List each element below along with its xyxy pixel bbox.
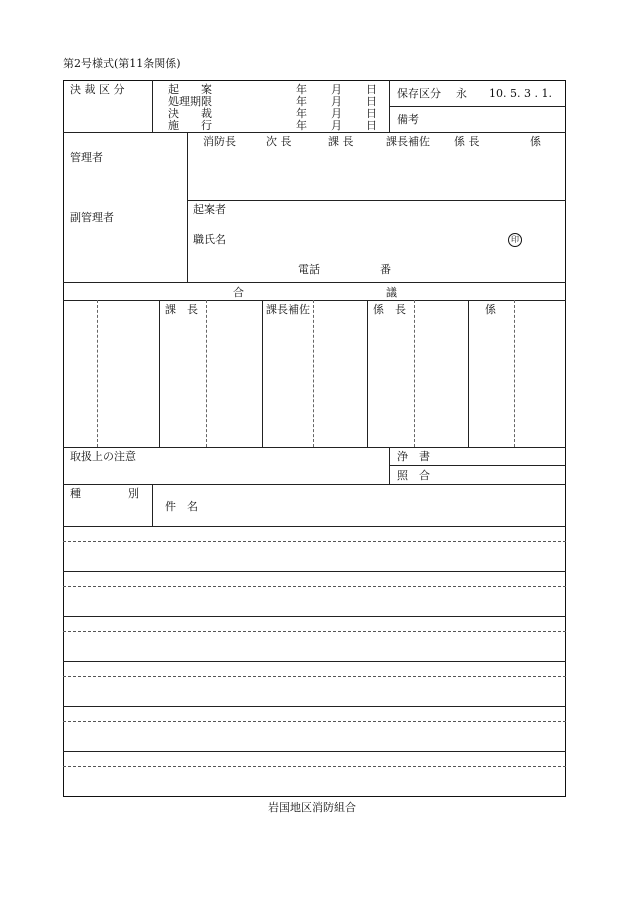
gougi-title-kachou-hosa: 課長補佐 — [266, 303, 310, 316]
date-day: 日 — [366, 119, 377, 132]
divider — [152, 80, 153, 132]
content-line — [63, 751, 566, 752]
divider — [468, 300, 469, 447]
content-dashed-line — [63, 541, 566, 542]
denwa-label: 電話 — [298, 263, 320, 276]
dashed-divider — [313, 300, 314, 447]
kianja-label: 起案者 — [193, 203, 226, 216]
title-kachou-hosa: 課長補佐 — [386, 135, 430, 148]
title-kakarichou: 係 長 — [454, 135, 480, 148]
form-title: 第2号様式(第11条関係) — [63, 57, 181, 70]
josho-label: 浄 書 — [397, 450, 430, 463]
divider — [63, 526, 566, 527]
content-line — [63, 571, 566, 572]
gougi-gi: 議 — [386, 286, 397, 299]
kessai-kubun-label: 決 裁 区 分 — [70, 83, 125, 96]
divider — [367, 300, 368, 447]
dashed-divider — [97, 300, 98, 447]
ban-label: 番 — [380, 263, 391, 276]
date-month: 月 — [331, 119, 342, 132]
gougi-title-kachou: 課 長 — [165, 303, 198, 316]
content-line — [63, 616, 566, 617]
divider — [389, 465, 566, 466]
divider — [389, 106, 566, 107]
sub-manager-label: 副管理者 — [70, 211, 114, 224]
date-year: 年 — [296, 107, 307, 120]
date-label-shiko: 施 行 — [168, 119, 212, 132]
date-year: 年 — [296, 83, 307, 96]
divider — [187, 200, 566, 201]
divider — [187, 132, 188, 282]
date-day: 日 — [366, 83, 377, 96]
date-year: 年 — [296, 119, 307, 132]
gougi-ai: 合 — [233, 286, 244, 299]
form-frame — [63, 80, 566, 797]
date-label-kessai: 決 裁 — [168, 107, 212, 120]
dashed-divider — [206, 300, 207, 447]
dashed-divider — [414, 300, 415, 447]
shubetsu-label-1: 種 — [70, 487, 81, 500]
content-dashed-line — [63, 766, 566, 767]
hozon-kubun-label: 保存区分 — [397, 87, 441, 100]
divider — [63, 484, 566, 485]
divider — [152, 484, 153, 526]
kenmei-label: 件 名 — [165, 500, 198, 513]
footer-organization: 岩国地区消防組合 — [268, 801, 356, 814]
date-month: 月 — [331, 95, 342, 108]
content-dashed-line — [63, 631, 566, 632]
title-kachou: 課 長 — [328, 135, 354, 148]
date-day: 日 — [366, 95, 377, 108]
hozon-kubun-value: 永 10. 5. 3 . 1. — [456, 87, 552, 100]
shubetsu-label-2: 別 — [128, 487, 139, 500]
content-line — [63, 706, 566, 707]
divider — [63, 282, 566, 283]
date-month: 月 — [331, 83, 342, 96]
date-month: 月 — [331, 107, 342, 120]
date-year: 年 — [296, 95, 307, 108]
shokushimei-label: 職氏名 — [193, 233, 226, 246]
dashed-divider — [514, 300, 515, 447]
divider — [159, 300, 160, 447]
title-kakari: 係 — [530, 135, 541, 148]
seal-mark: 印 — [508, 233, 522, 247]
content-line — [63, 661, 566, 662]
toriatsukai-label: 取扱上の注意 — [70, 450, 136, 463]
title-jichou: 次 長 — [266, 135, 292, 148]
content-dashed-line — [63, 721, 566, 722]
gougi-title-kakari: 係 — [485, 303, 496, 316]
shougo-label: 照 合 — [397, 469, 430, 482]
content-dashed-line — [63, 586, 566, 587]
gougi-title-kakarichou: 係 長 — [373, 303, 406, 316]
divider — [262, 300, 263, 447]
divider — [63, 447, 566, 448]
divider — [63, 132, 566, 133]
manager-label: 管理者 — [70, 151, 103, 164]
date-day: 日 — [366, 107, 377, 120]
date-label-kian: 起 案 — [168, 83, 212, 96]
date-label-kigen: 処理期限 — [168, 95, 212, 108]
title-shoubouchou: 消防長 — [203, 135, 236, 148]
divider — [63, 300, 566, 301]
biko-label: 備考 — [397, 113, 419, 126]
content-dashed-line — [63, 676, 566, 677]
